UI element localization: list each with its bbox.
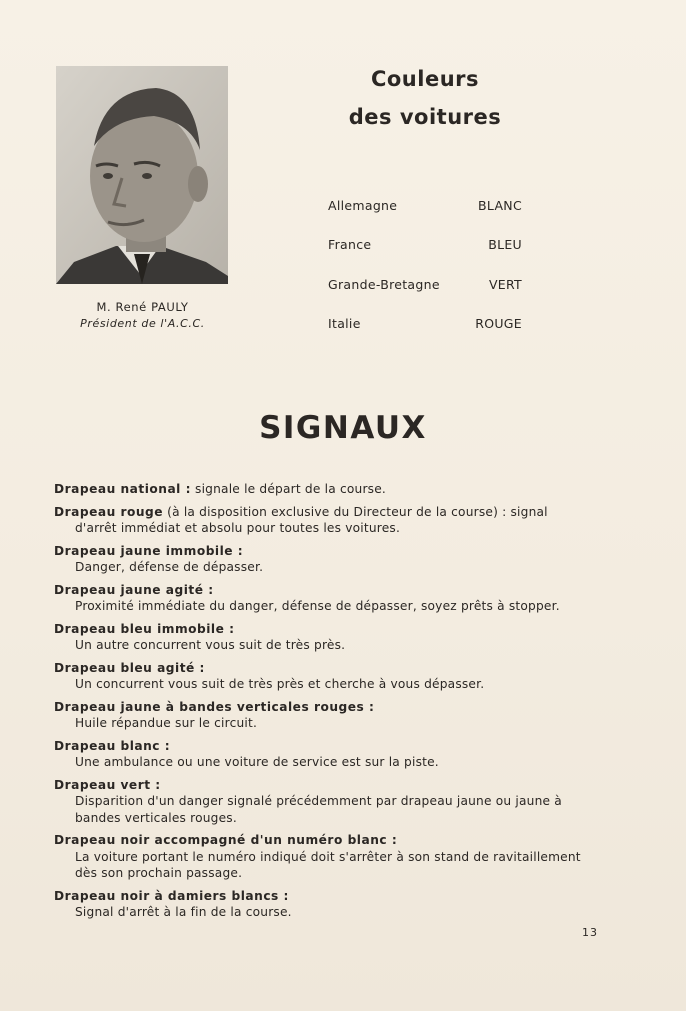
signal-description: Proximité immédiate du danger, défense de dépasser, soyez prêts à stopper. [75, 599, 560, 613]
signal-label: Drapeau bleu agité : [54, 660, 205, 675]
signal-description: Signal d'arrêt à la fin de la course. [75, 905, 292, 919]
signal-label: Drapeau jaune agité : [54, 582, 214, 597]
signal-description: Disparition d'un danger signalé précédemment par drapeau jaune ou jaune à bandes verticales rouges. [75, 794, 562, 825]
signal-description: Danger, défense de dépasser. [75, 560, 264, 574]
signal-item [54, 543, 604, 576]
country-name: France [328, 237, 372, 252]
signal-item [54, 777, 604, 827]
page-number: 13 [582, 926, 598, 939]
signal-label: Drapeau rouge [54, 504, 164, 519]
signal-item [54, 738, 604, 771]
signal-label: Drapeau noir accompagné d'un numéro blanc : [54, 833, 398, 847]
portrait-photo [56, 66, 228, 284]
portrait-name: M. René PAULY [96, 300, 189, 314]
signal-item [54, 888, 604, 921]
signal-label: Drapeau jaune immobile : [54, 543, 244, 558]
portrait-image [56, 66, 228, 284]
country-color: BLANC [478, 198, 522, 213]
colors-title-line1: Couleurs [370, 67, 480, 91]
country-name: Allemagne [328, 198, 398, 213]
signal-label: Drapeau noir à damiers blancs : [54, 888, 289, 903]
signal-item [54, 621, 604, 654]
signal-description: Huile répandue sur le circuit. [75, 716, 258, 730]
signal-item [54, 582, 604, 615]
signals-list [54, 481, 604, 927]
signal-description: Un concurrent vous suit de très près et cherche à vous dépasser. [75, 677, 485, 691]
signal-inline-text: signale le départ de la course. [190, 482, 386, 496]
colors-title-line2: des voitures [348, 105, 502, 129]
signal-item [54, 832, 604, 882]
signals-title: SIGNAUX [259, 410, 427, 446]
signal-item [54, 504, 604, 537]
country-color: BLEU [488, 237, 522, 252]
signal-label: Drapeau vert : [54, 777, 161, 792]
signal-label: Drapeau blanc : [54, 738, 171, 753]
signal-inline-text: (à la disposition exclusive du Directeur de la course) : signal [163, 504, 548, 519]
portrait-role: Président de l'A.C.C. [80, 317, 205, 330]
signal-item [54, 699, 604, 732]
signal-description: La voiture portant le numéro indiqué doit s'arrêter à son stand de ravitaillement dès son prochain passage. [75, 849, 581, 880]
signal-description: Un autre concurrent vous suit de très près. [75, 638, 346, 652]
country-name: Grande-Bretagne [328, 277, 440, 292]
signal-description: d'arrêt immédiat et absolu pour toutes les voitures. [75, 521, 401, 535]
signal-label: Drapeau bleu immobile : [54, 621, 235, 636]
country-color: ROUGE [475, 316, 522, 331]
signal-description: Une ambulance ou une voiture de service est sur la piste. [75, 755, 439, 769]
country-color: VERT [488, 277, 522, 292]
signal-item [54, 660, 604, 693]
signal-item [54, 481, 604, 498]
signal-label: Drapeau jaune à bandes verticales rouges : [54, 699, 375, 714]
country-name: Italie [328, 316, 361, 331]
signal-label: Drapeau national : [54, 482, 191, 496]
